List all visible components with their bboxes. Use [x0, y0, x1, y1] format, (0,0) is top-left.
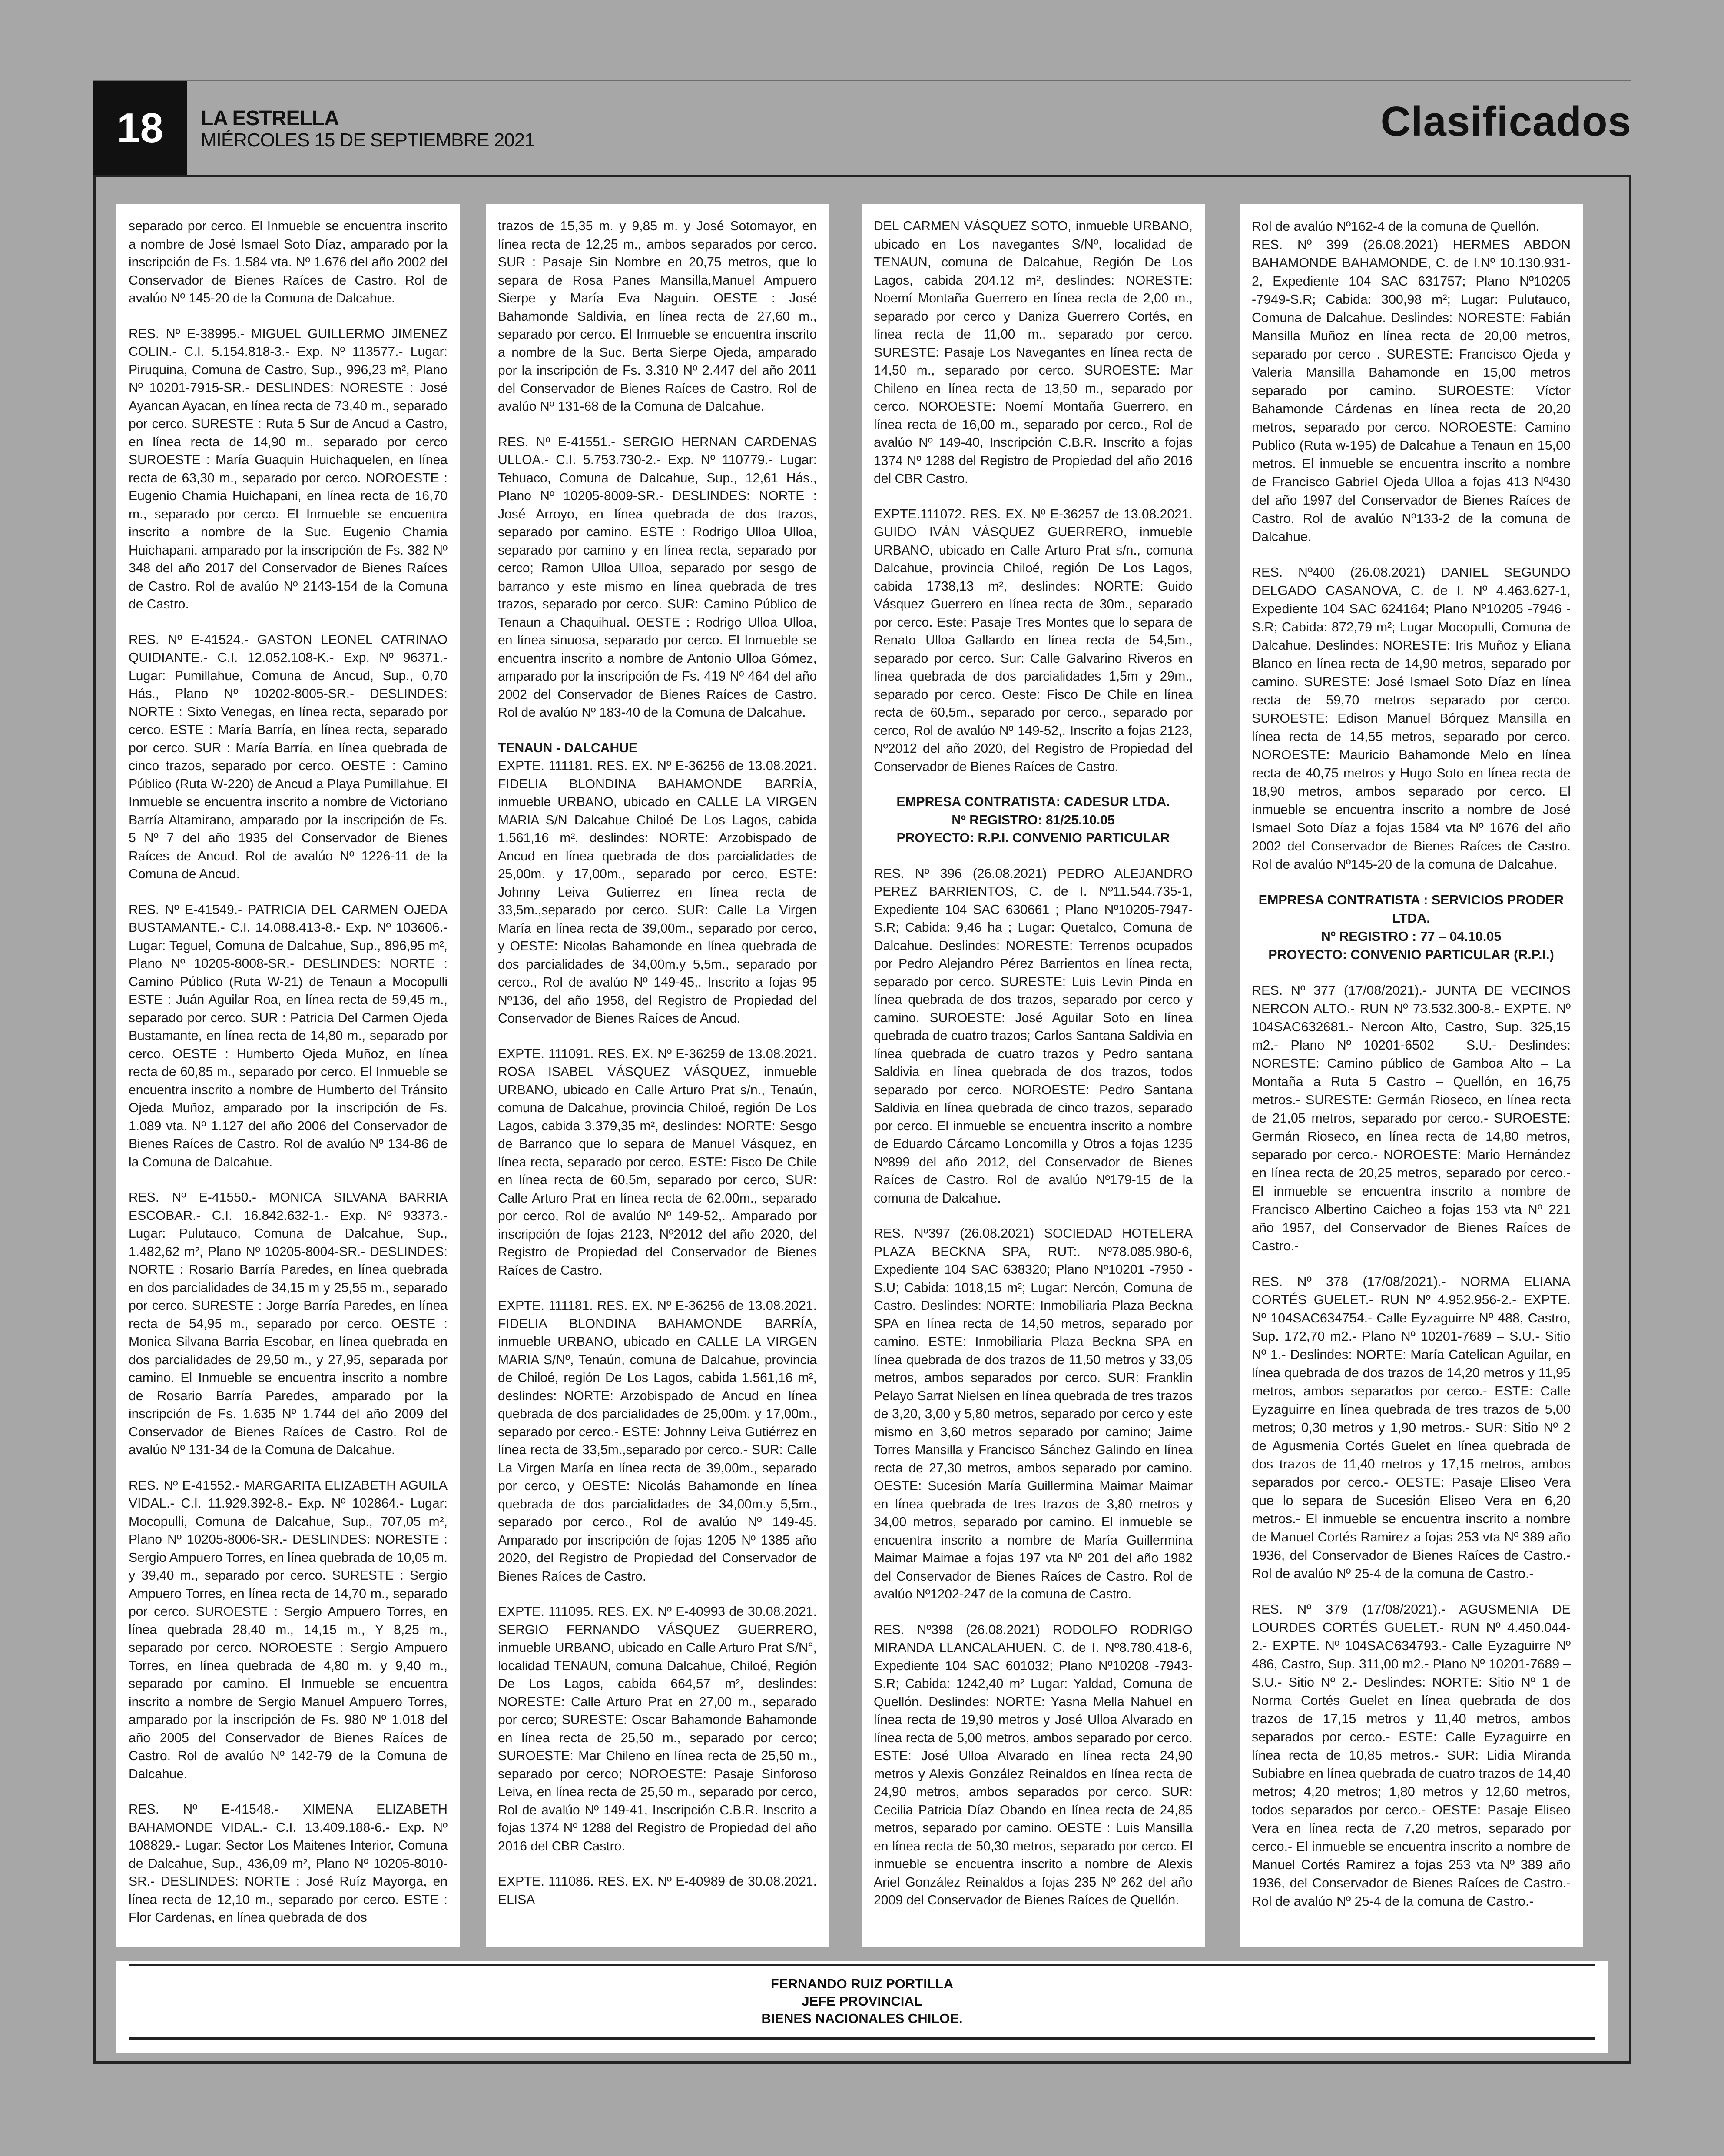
- page-number: 18: [93, 81, 187, 175]
- signature-block: [116, 1975, 1608, 2027]
- signer-office: BIENES NACIONALES CHILOE.: [761, 2011, 963, 2026]
- notice-entry: separado por cerco. El Inmueble se encuentra inscrito a nombre de José Ismael Soto Díaz, amparado por la inscripción de Fs. 1.584 vta. Nº 1.676 del año 2002 del Conservador de Bienes Raíces de Castro. Rol de avalúo Nº 145-20 de la Comuna de Dalcahue.: [129, 219, 448, 306]
- notice-entry: RES. Nº E-41550.- MONICA SILVANA BARRIA ESCOBAR.- C.I. 16.842.632-1.- Exp. Nº 93373.- Lugar: Pulutauco, Comuna de Dalcahue, Sup., 1.482,62 m², Plano Nº 10205-8004-SR.- DESLINDES: NORTE : Rosario Barría Paredes, en línea quebrada en dos parcialidades de 34,15 m y 25,55 m., separado por cerco. SURESTE : Jorge Barría Paredes, en línea recta de 54,95 m., separado por cerco. OESTE : Monica Silvana Barria Escobar, en línea quebrada en dos parcialidades de 29,50 m., y 27,95, separada por camino. El Inmueble se encuentra inscrito a nombre de Rosario Barría Paredes, amparado por la inscripción de Fs. 1.635 Nº 1.744 del año 2009 del Conservador de Bienes Raíces de Castro. Rol de avalúo Nº 131-34 de la Comuna de Dalcahue.: [129, 1190, 448, 1457]
- notice-entry: RES. Nº E-41549.- PATRICIA DEL CARMEN OJEDA BUSTAMANTE.- C.I. 14.088.413-8.- Exp. Nº 103606.- Lugar: Teguel, Comuna de Dalcahue, Sup., 896,95 m², Plano Nº 10205-8008-SR.- DESLINDES: NORTE : Camino Público (Ruta W-21) de Tenaun a Mocopulli ESTE : Juán Aguilar Roa, en línea recta de 59,45 m., separado por cerco. SUR : Patricia Del Carmen Ojeda Bustamante, en línea recta de 14,80 m., separado por cerco. OESTE : Humberto Ojeda Muñoz, en línea recta de 60,85 m., separado por cerco. El Inmueble se encuentra inscrito a nombre de Humberto del Tránsito Ojeda Muñoz, amparado por la inscripción de Fs. 1.089 vta. Nº 1.127 del año 2006 del Conservador de Bienes Raíces de Castro. Rol de avalúo Nº 134-86 de la Comuna de Dalcahue.: [129, 902, 448, 1169]
- contractor-heading-line: EMPRESA CONTRATISTA: CADESUR LTDA.: [896, 795, 1170, 809]
- notice-entry: RES. Nº 377 (17/08/2021).- JUNTA DE VECINOS NERCON ALTO.- RUN Nº 73.532.300-8.- EXPTE. Nº 104SAC632681.- Nercon Alto, Castro, Sup. 325,15 m2.- Plano Nº 10201-6502 – S.U.- Deslindes: NORESTE: Camino público de Gamboa Alto – La Montaña a Ruta 5 Castro – Quellón, en 16,75 metros.- SURESTE: Germán Rioseco, en línea recta de 21,05 metros, separado por cerco.- SUROESTE: Germán Rioseco, en línea recta de 14,80 metros, separado por cerco.- NOROESTE: Mario Hernández en línea recta de 20,25 metros, separado por cerco.- El inmueble se encuentra inscrito a nombre de Francisco Albertino Caicheo a fojas 153 vta Nº 221 año 1957, del Conservador de Bienes Raíces de Castro.-: [1252, 983, 1571, 1253]
- contractor-heading-line: Nº REGISTRO : 77 – 04.10.05: [1321, 929, 1502, 944]
- notice-entry: EXPTE. 111091. RES. EX. Nº E-36259 de 13.08.2021. ROSA ISABEL VÁSQUEZ VÁSQUEZ, inmueble URBANO, ubicado en Calle Arturo Prat s/n., Tenaún, comuna de Dalcahue, provincia Chiloé, región De Los Lagos, cabida 3.379,35 m², deslindes: NORTE: Sesgo de Barranco que lo separa de Manuel Vásquez, en línea recta, separado por cerco, ESTE: Fisco De Chile en línea recta de 60,5m, separado por cerco, SUR: Calle Arturo Prat en línea recta de 62,00m., separado por cerco, Rol de avalúo Nº 149-52,. Amparado por inscripción de fojas 2123, Nº2012 del año 2020, del Registro de Propiedad del Conservador de Bienes Raíces de Castro.: [498, 1046, 817, 1278]
- contractor-heading-line: PROYECTO: CONVENIO PARTICULAR (R.P.I.): [1268, 947, 1554, 962]
- signer-title: JEFE PROVINCIAL: [802, 1993, 922, 2009]
- contractor-heading-line: PROYECTO: R.P.I. CONVENIO PARTICULAR: [896, 831, 1170, 845]
- notice-entry: EXPTE. 111181. RES. EX. Nº E-36256 de 13.08.2021. FIDELIA BLONDINA BAHAMONDE BARRÍA, inmueble URBANO, ubicado en CALLE LA VIRGEN MARIA S/N Dalcahue Chiloé De Los Lagos, cabida 1.561,16 m², deslindes: NORTE: Arzobispado de Ancud en línea quebrada de dos parcialidades de 25,00m. y 17,00m., separado por cerco, ESTE: Johnny Leiva Gutierrez en línea recta de 33,5m.,separado por cerco. SUR: Calle La Virgen María en línea recta de 39,00m., separado por cerco, y OESTE: Nicolas Bahamonde en línea quebrada de dos parcialidades de 34,00m.y 5,5m., separado por cerco., Rol de avalúo Nº 149-45,. Inscrito a fojas 95 Nº136, del año 1958, del Registro de Propiedad del Conservador de Bienes Raíces de Ancud.: [498, 759, 817, 1026]
- notice-entry: EXPTE. 111181. RES. EX. Nº E-36256 de 13.08.2021. FIDELIA BLONDINA BAHAMONDE BARRÍA, inmueble URBANO, ubicado en CALLE LA VIRGEN MARIA S/Nº, Tenaún, comuna de Dalcahue, provincia de Chiloé, región De Los Lagos, cabida 1.561,16 m², deslindes: NORTE: Arzobispado de Ancud en línea quebrada de dos parcialidades de 25,00m. y 17,00m., separado por cerco.- ESTE: Johnny Leiva Gutiérrez en línea recta de 33,5m.,separado por cerco.- SUR: Calle La Virgen María en línea recta de 39,00m., separado por cerco, y OESTE: Nicolás Bahamonde en línea quebrada de dos parcialidades de 34,00m.y 5,5m., separado por cerco., Rol de avalúo Nº 149-45. Amparado por inscripción de fojas 1205 Nº 1385 año 2020, del Registro de Propiedad del Conservador de Bienes Raíces de Castro.: [498, 1299, 817, 1584]
- column-2: [486, 204, 829, 1947]
- notice-entry: trazos de 15,35 m. y 9,85 m. y José Sotomayor, en línea recta de 12,25 m., ambos separados por cerco. SUR : Pasaje Sin Nombre en 20,75 metros, que lo separa de Rosa Panes Mansilla,Manuel Ampuero Sierpe y María Eva Naguin. OESTE : José Bahamonde Saldivia, en línea recta de 27,60 m., separado por cerco. El Inmueble se encuentra inscrito a nombre de la Suc. Berta Sierpe Ojeda, amparado por la inscripción de Fs. 3.310 Nº 2.447 del año 2011 del Conservador de Bienes Raíces de Castro. Rol de avalúo Nº 131-68 de la Comuna de Dalcahue.: [498, 219, 817, 414]
- notice-entry: RES. Nº397 (26.08.2021) SOCIEDAD HOTELERA PLAZA BECKNA SPA, RUT:. Nº78.085.980-6, Expediente 104 SAC 638320; Plano Nº10201 -7950 -S.U; Cabida: 1018,15 m²; Lugar: Nercón, Comuna de Castro. Deslindes: NORTE: Inmobiliaria Plaza Beckna SPA en línea recta de 14,50 metros, separado por camino. ESTE: Inmobiliaria Plaza Beckna SPA en línea quebrada de dos trazos de 11,50 metros y 33,05 metros, ambos separados por cerco. SUR: Franklin Pelayo Sarrat Nielsen en línea quebrada de tres trazos de 3,20, 3,00 y 5,80 metros, separado por cerco y este mismo en 3,60 metros separado por camino; Jaime Torres Mansilla y Francisco Sánchez Galindo en línea recta de 27,30 metros, ambos separado por camino. OESTE: Sucesión María Guillermina Maimar Maimar en línea quebrada de tres trazos de 3,80 metros y 34,00 metros, separado por camino. El inmueble se encuentra inscrito a nombre de María Guillermina Maimar Maimae a fojas 197 vta Nº 201 del año 1982 del Conservador de Bienes Raíces de Castro. Rol de avalúo Nº1202-247 de la comuna de Castro.: [874, 1226, 1193, 1601]
- contractor-heading: [1252, 891, 1571, 964]
- contractor-heading: [874, 793, 1193, 847]
- signature-box: [116, 1961, 1608, 2053]
- notice-entry: DEL CARMEN VÁSQUEZ SOTO, inmueble URBANO, ubicado en Los navegantes S/Nº, localidad de TENAUN, comuna de Dalcahue, Región De Los Lagos, cabida 204,12 m², deslindes: NORESTE: Noemí Montaña Guerrero en línea recta de 2,00 m., separado por cerco y Daniza Guerrero Cortés, en línea recta de 11,00 m., separado por cerco. SURESTE: Pasaje Los Navegantes en línea recta de 14,50 m., separado por cerco. SUROESTE: Mar Chileno en línea recta de 13,50 m., separado por cerco. NOROESTE: Noemí Montaña Guerrero, en línea recta de 16,00 m., separado por cerco., Rol de avalúo Nº 149-40, Inscripción C.B.R. Inscrito a fojas 1374 Nº 1288 del Registro de Propiedad del año 2016 del CBR Castro.: [874, 219, 1193, 486]
- notice-entry: EXPTE. 111086. RES. EX. Nº E-40989 de 30.08.2021. ELISA: [498, 1874, 817, 1907]
- signature-rule-bottom: [129, 2037, 1595, 2040]
- contractor-heading-line: EMPRESA CONTRATISTA : SERVICIOS PRODER LTDA.: [1258, 893, 1564, 926]
- notice-entry: RES. Nº 396 (26.08.2021) PEDRO ALEJANDRO PEREZ BARRIENTOS, C. de I. Nº11.544.735-1, Expediente 104 SAC 630661 ; Plano Nº10205-7947-S.R; Cabida: 9,46 ha ; Lugar: Quetalco, Comuna de Dalcahue. Deslindes: NORESTE: Terrenos ocupados por Pedro Alejandro Pérez Barrientos en línea recta, separado por cerco. SURESTE: Luis Levin Pinda en línea quebrada de dos trazos, separado por cerco y camino. SUROESTE: José Aguilar Soto en línea quebrada de cuatro trazos; Carlos Santana Saldivia en línea quebrada de cuatro trazos y Pedro santana Saldivia en línea quebrada de dos trazos, todos separado por cerco. NOROESTE: Pedro Santana Saldivia en línea quebrada de cinco trazos, separado por cerco. El inmueble se encuentra inscrito a nombre de Eduardo Cárcamo Loncomilla y Otros a fojas 1235 Nº899 del año 2012, del Conservador de Bienes Raíces de Castro. Rol de avalúo Nº179-15 de la comuna de Dalcahue.: [874, 866, 1193, 1206]
- notice-entry: RES. Nº E-38995.- MIGUEL GUILLERMO JIMENEZ COLIN.- C.I. 5.154.818-3.- Exp. Nº 113577.- Lugar: Piruquina, Comuna de Castro, Sup., 996,23 m², Plano Nº 10201-7915-SR.- DESLINDES: NORESTE : José Ayancan Ayacan, en línea recta de 73,40 m., separado por cerco. SURESTE : Ruta 5 Sur de Ancud a Castro, en línea recta de 14,90 m., separado por cerco SUROESTE : María Guaquin Huichaquelen, en línea recta de 63,30 m., separado por cerco. NOROESTE : Eugenio Chamia Huichapani, en línea recta de 16,70 m., separado por cerco. El Inmueble se encuentra inscrito a nombre de la Suc. Eugenio Chamia Huichapani, amparado por la inscripción de Fs. 382 Nº 348 del año 2017 del Conservador de Bienes Raíces de Castro. Rol de avalúo Nº 2143-154 de la Comuna de Castro.: [129, 326, 448, 611]
- notice-entry: RES. Nº E-41551.- SERGIO HERNAN CARDENAS ULLOA.- C.I. 5.753.730-2.- Exp. Nº 110779.- Lugar: Tehuaco, Comuna de Dalcahue, Sup., 12,61 Hás., Plano Nº 10205-8009-SR.- DESLINDES: NORTE : José Arroyo, en línea quebrada de dos trazos, separado por camino. ESTE : Rodrigo Ulloa Ulloa, separado por camino y en línea recta, separado por cerco; Ramon Ulloa Ulloa, separado por sesgo de barranco y este mismo en línea quebrada de tres trazos, separado por cerco. SUR: Camino Público de Tenaun a Chaquihual. OESTE : Rodrigo Ulloa Ulloa, en línea sinuosa, separado por cerco. El Inmueble se encuentra inscrito a nombre de Antonio Ulloa Gómez, amparado por la inscripción de Fs. 419 Nº 464 del año 2002 del Conservador de Bienes Raíces de Castro. Rol de avalúo Nº 183-40 de la Comuna de Dalcahue.: [498, 435, 817, 720]
- signature-rule-top: [129, 1964, 1595, 1966]
- notice-entry: RES. Nº E-41552.- MARGARITA ELIZABETH AGUILA VIDAL.- C.I. 11.929.392-8.- Exp. Nº 102864.- Lugar: Mocopulli, Comuna de Dalcahue, Sup., 707,05 m², Plano Nº 10205-8006-SR.- DESLINDES: NORESTE : Sergio Ampuero Torres, en línea quebrada de 10,05 m. y 39,40 m., separado por cerco. SURESTE : Sergio Ampuero Torres, en línea recta de 14,70 m., separado por cerco. SUROESTE : Sergio Ampuero Torres, en línea quebrada 28,40 m., 14,15 m., Y 8,25 m., separado por cerco. NOROESTE : Sergio Ampuero Torres, en línea quebrada de 4,80 m. y 9,40 m., separado por camino. El Inmueble se encuentra inscrito a nombre de Sergio Manuel Ampuero Torres, amparado por la inscripción de Fs. 980 Nº 1.018 del año 2005 del Conservador de Bienes Raíces de Castro. Rol de avalúo Nº 142-79 de la Comuna de Dalcahue.: [129, 1478, 448, 1781]
- notice-entry: RES. Nº398 (26.08.2021) RODOLFO RODRIGO MIRANDA LLANCALAHUEN. C. de I. Nº8.780.418-6, Expediente 104 SAC 601032; Plano Nº10208 -7943-S.R; Cabida: 1242,40 m² Lugar: Yaldad, Comuna de Quellón. Deslindes: NORTE: Yasna Mella Nahuel en línea recta de 19,90 metros y José Ulloa Alvarado en línea recta de 5,00 metros, ambos separado por cerco. ESTE: José Ulloa Alvarado en línea recta 24,90 metros y Alexis González Reinaldos en línea recta de 24,90 metros, ambos separados por cerco. SUR: Cecilia Patricia Díaz Obando en línea recta de 24,85 metros, separado por camino. OESTE : Luis Mansilla en línea recta de 50,30 metros, separado por cerco. El inmueble se encuentra inscrito a nombre de Alexis Ariel González Reinaldos a fojas 235 Nº 262 del año 2009 del Conservador de Bienes Raíces de Quellón.: [874, 1622, 1193, 1907]
- column-3: [862, 204, 1205, 1947]
- column-4: [1240, 204, 1583, 1947]
- notice-line: Rol de avalúo Nº162-4 de la comuna de Quellón.: [1252, 219, 1540, 234]
- contractor-heading-line: Nº REGISTRO: 81/25.10.05: [952, 813, 1115, 827]
- notice-entry: RES. Nº 379 (17/08/2021).- AGUSMENIA DE LOURDES CORTÉS GUELET.- RUN Nº 4.450.044-2.- EXPTE. Nº 104SAC634793.- Calle Eyzaguirre Nº 486, Castro, Sup. 311,00 m2.- Plano Nº 10201-7689 – S.U.- Sitio Nº 2.- Deslindes: NORTE: Sitio Nº 1 de Norma Cortés Guelet en línea quebrada de dos trazos de 17,15 metros y 11,40 metros, ambos separados por cerco.- ESTE: Calle Eyzaguirre en línea recta de 10,85 metros.- SUR: Lidia Miranda Subiabre en línea quebrada de cuatro trazos de 14,40 metros; 4,20 metros; 1,80 metros y 12,60 metros, todos separados por cerco.- OESTE: Pasaje Eliseo Vera en línea recta de 7,20 metros, separado por cerco.- El inmueble se encuentra inscrito a nombre de Manuel Cortés Ramirez a fojas 253 vta Nº 389 año 1936, del Conservador de Bienes Raíces de Castro.- Rol de avalúo Nº 25-4 de la comuna de Castro.-: [1252, 1602, 1571, 1909]
- header-rule: [93, 80, 1631, 81]
- notice-entry: RES. Nº E-41524.- GASTON LEONEL CATRINAO QUIDIANTE.- C.I. 12.052.108-K.- Exp. Nº 96371.- Lugar: Pumillahue, Comuna de Ancud, Sup., 0,70 Hás., Plano Nº 10202-8005-SR.- DESLINDES: NORTE : Sixto Venegas, en línea recta, separado por cerco. ESTE : María Barría, en línea recta, separado por cerco. SUR : María Barría, en línea quebrada de cinco trazos, separado por cerco. OESTE : Camino Público (Ruta W-220) de Ancud a Playa Pumillahue. El Inmueble se encuentra inscrito a nombre de Victoriano Barría Altamirano, amparado por la inscripción de Fs. 5 Nº 7 del año 1935 del Conservador de Bienes Raíces de Ancud. Rol de avalúo Nº 1226-11 de la Comuna de Ancud.: [129, 632, 448, 881]
- notice-entry: [1252, 217, 1571, 546]
- section-title: Clasificados: [1380, 98, 1631, 145]
- notice-line: RES. Nº 399 (26.08.2021) HERMES ABDON BAHAMONDE BAHAMONDE, C. de I.Nº 10.130.931-2, Expediente 104 SAC 631757; Plano Nº10205 -7949-S.R; Cabida: 300,98 m²; Lugar: Pulutauco, Comuna de Dalcahue. Deslindes: NORESTE: Fabián Mansilla Muñoz en línea recta de 20,00 metros, separado por cerco . SURESTE: Francisco Ojeda y Valeria Mansilla Bahamonde en 15,00 metros separado por camino. SUROESTE: Víctor Bahamonde Cárdenas en línea recta de 20,20 metros, separado por cerco. NOROESTE: Camino Publico (Ruta w-195) de Dalcahue a Tenaun en 15,00 metros. El inmueble se encuentra inscrito a nombre de Francisco Gabriel Ojeda Ulloa a fojas 413 Nº430 del año 1997 del Conservador de Bienes Raíces de Castro. Rol de avalúo Nº133-2 de la comuna de Dalcahue.: [1252, 237, 1571, 544]
- notice-entry: EXPTE.111072. RES. EX. Nº E-36257 de 13.08.2021. GUIDO IVÁN VÁSQUEZ GUERRERO, inmueble URBANO, ubicado en Calle Arturo Prat s/n., comuna Dalcahue, provincia Chiloé, región De Los Lagos, cabida 1738,13 m², deslindes: NORTE: Guido Vásquez Guerrero en línea recta de 30m., separado por cerco. Este: Pasaje Tres Montes que lo separa de Renato Ulloa Gallardo en línea recta de 54,5m., separado por cerco. Sur: Calle Galvarino Riveros en línea quebrada de dos parcialidades 1,5m y 29m., separado por cerco. Oeste: Fisco De Chile en línea recta de 60,5m., separado por cerco., separado por cerco, Rol de avalúo Nº 149-52,. Inscrito a fojas 2123, Nº2012 del año 2020, del Registro de Propiedad del Conservador de Bienes Raíces de Castro.: [874, 507, 1193, 774]
- issue-date: MIÉRCOLES 15 DE SEPTIEMBRE 2021: [201, 130, 535, 151]
- signer-name: FERNANDO RUIZ PORTILLA: [770, 1976, 954, 1991]
- column-1: [116, 204, 460, 1947]
- notice-entry: RES. Nº400 (26.08.2021) DANIEL SEGUNDO DELGADO CASANOVA, C. de I. Nº 4.463.627-1, Expediente 104 SAC 624164; Plano Nº10205 -7946 -S.R; Cabida: 872,79 m²; Lugar Mocopulli, Comuna de Dalcahue. Deslindes: NORESTE: Iris Muñoz y Eliana Blanco en línea recta de 14,90 metros, separado por camino. SURESTE: José Ismael Soto Díaz en línea recta de 59,70 metros separado por cerco. SUROESTE: Edison Manuel Bórquez Mansilla en línea recta de 14,55 metros, separado por cerco. NOROESTE: Mauricio Bahamonde Melo en línea recta de 40,75 metros y Hugo Soto en línea recta de 18,90 metros, ambos separado por cerco. El inmueble se encuentra inscrito a nombre de José Ismael Soto Díaz a fojas 1584 vta Nº 1676 del año 2002 del Conservador de Bienes Raíces de Castro. Rol de avalúo Nº145-20 de la comuna de Dalcahue.: [1252, 565, 1571, 872]
- notice-entry: EXPTE. 111095. RES. EX. Nº E-40993 de 30.08.2021. SERGIO FERNANDO VÁSQUEZ GUERRERO, inmueble URBANO, ubicado en Calle Arturo Prat S/N°, localidad TENAUN, comuna Dalcahue, Chiloé, Región De Los Lagos, cabida 664,57 m², deslindes: NORESTE: Calle Arturo Prat en 27,00 m., separado por cerco; SURESTE: Oscar Bahamonde Bahamonde en línea recta de 25,50 m., separado por cerco; SUROESTE: Mar Chileno en línea recta de 25,50 m., separado por cerco; NOROESTE: Pasaje Sinforoso Leiva, en línea recta de 25,50 m., separado por cerco, Rol de avalúo Nº 149-41, Inscripción C.B.R. Inscrito a fojas 1374 Nº 1288 del Registro de Propiedad del año 2016 del CBR Castro.: [498, 1605, 817, 1854]
- notice-entry: RES. Nº 378 (17/08/2021).- NORMA ELIANA CORTÉS GUELET.- RUN Nº 4.952.956-2.- EXPTE. Nº 104SAC634754.- Calle Eyzaguirre Nº 488, Castro, Sup. 172,70 m2.- Plano Nº 10201-7689 – S.U.- Sitio Nº 1.- Deslindes: NORTE: María Catelican Aguilar, en línea quebrada de dos trazos de 14,20 metros y 11,95 metros, ambos separados por cerco.- ESTE: Calle Eyzaguirre en línea quebrada de tres trazos de 5,00 metros; 0,30 metros y 1,90 metros.- SUR: Sitio Nº 2 de Agusmenia Cortés Guelet en línea quebrada de dos trazos de 11,40 metros y 17,15 metros, ambos separados por cerco.- OESTE: Pasaje Eliseo Vera que lo separa de Sucesión Eliseo Vera en 6,20 metros.- El inmueble se encuentra inscrito a nombre de Manuel Cortés Ramirez a fojas 253 vta Nº 389 año 1936, del Conservador de Bienes Raíces de Castro.- Rol de avalúo Nº 25-4 de la comuna de Castro.-: [1252, 1274, 1571, 1581]
- notice-entry: RES. Nº E-41548.- XIMENA ELIZABETH BAHAMONDE VIDAL.- C.I. 13.409.188-6.- Exp. Nº 108829.- Lugar: Sector Los Maitenes Interior, Comuna de Dalcahue, Sup., 436,09 m², Plano Nº 10205-8010-SR.- DESLINDES: NORTE : José Ruíz Mayorga, en línea recta de 12,10 m., separado por cerco. ESTE : Flor Cardenas, en línea quebrada de dos: [129, 1802, 448, 1925]
- newspaper-name: LA ESTRELLA: [201, 107, 339, 130]
- locality-heading: TENAUN - DALCAHUE: [498, 741, 637, 755]
